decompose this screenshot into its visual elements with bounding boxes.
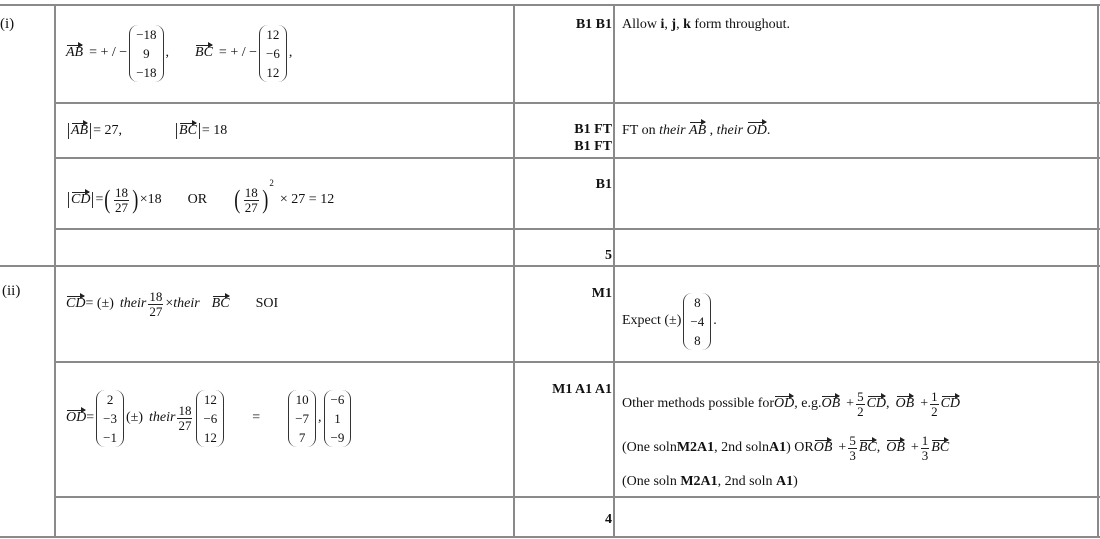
vector-ab: AB [66,45,84,60]
table-right-border [1097,4,1099,538]
marks-row-2: B1 [595,177,612,192]
marks-row-4: M1 [591,286,612,301]
column-vector-bc: 12 −6 12 [259,25,287,82]
column-vector-expected: 8 −4 8 [683,293,711,350]
answer-od-vectors: OD = 2 −3 −1 (±) their $\frac{18}{27}$ 12 −6 12 = 10 −7 7 , −6 1 −9 [66,381,353,455]
marks-total-i: 5 [605,248,612,263]
column-vector-bc: 12 −6 12 [196,390,224,447]
fraction-18-27: $\frac{18}{27}$ [244,184,258,215]
column-vector-ob: 2 −3 −1 [96,390,124,447]
section-divider [0,265,1100,267]
answer-magnitudes: AB = 27, BC = 18 [66,120,227,142]
column-divider-guidance [613,4,615,538]
row-divider [55,102,1100,104]
row-divider [55,228,1100,230]
column-divider-part [54,4,56,538]
vector-cd: CD [66,296,86,311]
row-divider [55,496,1100,498]
vector-od: OD [66,410,87,425]
plus-minus-eq: = + / − [218,45,257,60]
fraction-18-27: $\frac{18}{27}$ [115,184,129,215]
vector-ab: AB [71,123,89,138]
guidance-row-5-line-3: (One soln M2A1, 2nd soln A1) [622,474,798,489]
guidance-row-5-line-2: (One soln M2A1 , 2nd soln A1 ) OR OB + $\frac{5}{3}$ BC , OB + $\frac{1}{3}$ BC [622,432,950,463]
column-divider-marks [513,4,515,538]
answer-cd-expression: CD = (±) their $\frac{18}{27}$ × their BC SOI [66,288,279,319]
marks-row-0: B1 B1 [575,17,612,32]
guidance-row-4: Expect (±) 8 −4 8 . [622,294,717,348]
table-top-border [0,4,1100,6]
answer-ab-bc-vectors: AB = + / − −18 9 −18 , BC = + / − 12 −6 12 , [66,26,293,80]
guidance-row-1: FT on their AB , their OD. [622,123,771,138]
vector-bc: BC [195,45,213,60]
marks-row-5: M1 A1 A1 [552,382,612,397]
column-vector-result-1: 10 −7 7 [288,390,316,447]
plus-minus-eq: = + / − [89,45,128,60]
column-vector-result-2: −6 1 −9 [324,390,352,447]
guidance-row-5-line-1: Other methods possible for OD , e.g. OB + $\frac{5}{2}$ CD , OB + $\frac{1}{2}$ CD [622,388,961,419]
guidance-row-0: Allow i, j, k form throughout. [622,17,791,32]
row-divider [55,361,1100,363]
part-label-i: (i) [0,16,15,32]
table-bottom-border [0,536,1100,538]
vector-cd: CD [71,192,91,207]
answer-cd-magnitude: CD = ( $\frac{18}{27}$ ) ×18 OR ( $\frac{18}{27}$ ) $^2$ × 27 = 12 [66,178,334,222]
vector-bc: BC [179,123,197,138]
part-label-ii: (ii) [2,283,21,299]
row-divider [55,157,1100,159]
marks-total-ii: 4 [605,512,612,527]
marks-row-1: B1 FT B1 FT [574,122,612,154]
column-vector-ab: −18 9 −18 [129,25,163,82]
vector-bc: BC [211,296,230,311]
